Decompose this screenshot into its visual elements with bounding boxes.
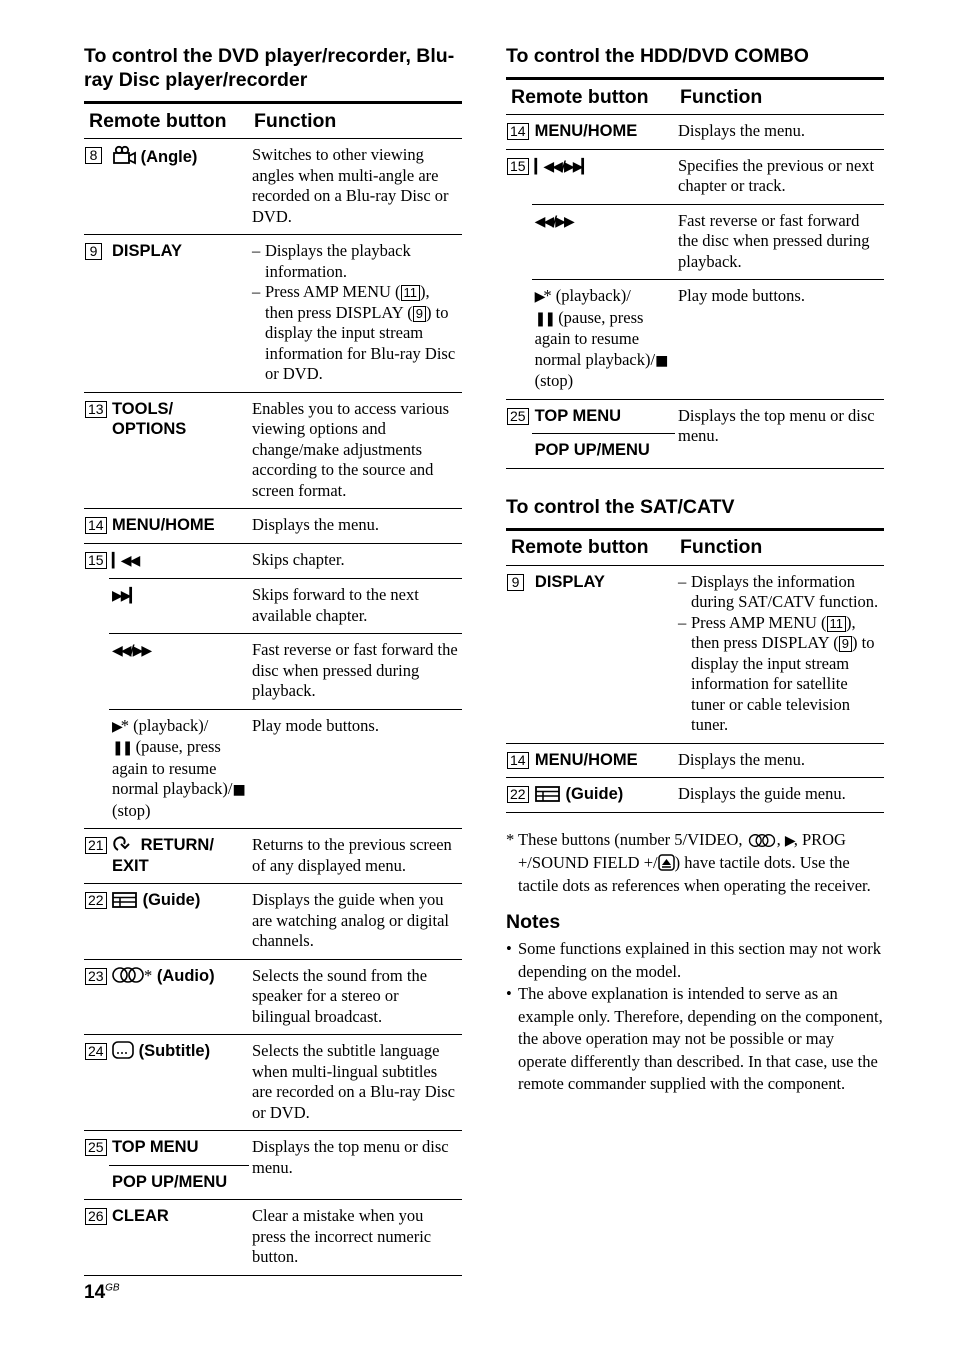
hdd-table: [506, 77, 884, 469]
table-row: [506, 115, 884, 150]
row-number: 14: [507, 123, 529, 140]
button-label: TOOLS/ OPTIONS: [109, 392, 249, 509]
hdd-section-title: To control the HDD/DVD COMBO: [506, 45, 809, 67]
table-row: [506, 565, 884, 743]
function-text: Enables you to access various viewing options and change/make adjustments according to the source and screen format.: [249, 392, 462, 509]
stop-icon: ■: [655, 352, 667, 369]
table-row: [84, 509, 462, 544]
stop-icon: ■: [232, 782, 244, 798]
row-number: 14: [507, 752, 529, 769]
pause-icon: ❚❚: [112, 740, 132, 756]
button-label: (Angle): [140, 148, 198, 166]
function-text: Clear a mistake when you press the incorrect numeric button.: [249, 1200, 462, 1276]
audio-icon: [112, 967, 144, 985]
header-remote-button: Remote button: [506, 529, 675, 565]
row-number: 9: [85, 243, 102, 260]
play-icon: ▶: [112, 718, 121, 735]
button-label: TOP MENU: [532, 399, 675, 434]
row-number: 9: [507, 574, 524, 591]
table-row: [506, 399, 884, 434]
row-number: 24: [85, 1043, 107, 1060]
function-text: Displays the menu.: [249, 509, 462, 544]
function-text: – Displays the information during SAT/CATV function. – Press AMP MENU ( 11 ), then press DISPLAY ( 9 ) to display the input stream information for satellite tuner or cable television tuner.: [675, 565, 884, 743]
row-number: 15: [507, 158, 529, 175]
function-text: Displays the guide menu.: [675, 778, 884, 813]
button-label: (Audio): [156, 966, 215, 985]
function-text: Fast reverse or fast forward the disc when pressed during playback.: [675, 204, 884, 280]
button-label: (Subtitle): [138, 1042, 211, 1060]
function-text: Selects the sound from the speaker for a stereo or bilingual broadcast.: [249, 959, 462, 1035]
row-number: 14: [85, 517, 107, 534]
header-remote-button: Remote button: [84, 103, 249, 139]
right-column: [506, 44, 884, 1096]
table-row: [506, 204, 884, 280]
footnote: * These buttons (number 5/VIDEO, , ▶, PROG +/SOUND FIELD +/ ) have tactile dots. Use the tactile dots as references when operating the receiver.: [506, 829, 871, 895]
button-label: DISPLAY: [532, 565, 675, 743]
function-text: Displays the menu.: [675, 115, 884, 150]
table-row: [84, 235, 462, 393]
sat-section-title: To control the SAT/CATV: [506, 495, 735, 518]
table-row: [84, 543, 462, 579]
table-row: [84, 392, 462, 509]
table-header: [506, 529, 884, 565]
table-row: [506, 149, 884, 204]
row-number: 25: [85, 1139, 107, 1156]
row-number: 13: [85, 401, 107, 418]
button-label: POP UP/MENU: [109, 1165, 249, 1200]
function-text: Selects the subtitle language when multi-lingual subtitles are recorded on a Blu-ray Disc or DVD.: [249, 1035, 462, 1131]
table-row: ▶* (playback)/ ❚❚ (pause, press again to resume normal playback)/■ (stop) Play mode buttons.: [84, 709, 462, 829]
button-label: RETURN/ EXIT: [112, 836, 214, 875]
prev-next-icon: ▎◀◀/▶▶▎: [534, 158, 591, 175]
header-function: Function: [675, 79, 884, 115]
notes-title: Notes: [506, 911, 561, 933]
previous-track-icon: ▎◀◀: [112, 552, 139, 569]
table-row: [84, 829, 462, 884]
table-row: [84, 634, 462, 710]
row-number: 26: [85, 1208, 107, 1225]
button-label: MENU/HOME: [109, 509, 249, 544]
page-number: $14^{GB}$: [84, 1282, 120, 1303]
function-text: Switches to other viewing angles when multi-angle are recorded on a Blu-ray Disc or DVD.: [249, 139, 462, 235]
input-icon: [658, 853, 675, 872]
row-number: 22: [85, 892, 107, 909]
table-row: [84, 579, 462, 634]
table-row: [84, 1131, 462, 1166]
button-label: (Guide): [565, 785, 624, 803]
table-row: [506, 778, 884, 813]
button-label: TOP MENU: [109, 1131, 249, 1166]
guide-icon: [535, 785, 561, 803]
play-icon: ▶: [784, 832, 794, 849]
function-text: Skips forward to the next available chapter.: [249, 579, 462, 634]
subtitle-icon: [112, 1042, 134, 1060]
audio-icon: [747, 830, 777, 849]
row-number: 25: [507, 408, 529, 425]
function-text: Skips chapter.: [249, 543, 462, 579]
header-function: Function: [675, 529, 884, 565]
angle-icon: [112, 148, 136, 166]
function-text: Play mode buttons.: [675, 280, 884, 400]
list-item: • Some functions explained in this section may not work depending on the model.: [506, 938, 884, 983]
function-text: Displays the top menu or disc menu.: [249, 1131, 462, 1200]
table-header: [84, 103, 462, 139]
left-column: [84, 44, 462, 1276]
list-item: • The above explanation is intended to serve as an example only. Therefore, depending on the component, the above operation may not be possible or may operate differently than described. In that case, use the remote commander supplied with the component.: [506, 983, 884, 1096]
play-icon: ▶: [534, 289, 544, 305]
function-text: Displays the top menu or disc menu.: [675, 399, 884, 468]
button-label: MENU/HOME: [532, 115, 675, 150]
next-track-icon: ▶▶▎: [112, 588, 139, 604]
row-number: 22: [507, 786, 529, 803]
rewind-forward-icon: ◀◀/▶▶: [112, 643, 151, 659]
table-row: [84, 1035, 462, 1131]
guide-icon: [112, 891, 138, 909]
table-row: 23 * (Audio) Selects the sound from the speaker for a stereo or bilingual broadcast.: [84, 959, 462, 1035]
pause-icon: ❚❚: [534, 310, 555, 327]
row-number: 8: [85, 147, 102, 164]
dvd-section-title: To control the DVD player/recorder, Blu-ray Disc player/recorder: [84, 45, 455, 91]
notes-list: [506, 938, 884, 1096]
function-text: Play mode buttons.: [249, 709, 462, 829]
button-label: MENU/HOME: [532, 743, 675, 778]
table-row: [84, 1200, 462, 1276]
row-number: 15: [85, 552, 107, 569]
button-label: POP UP/MENU: [532, 434, 675, 469]
function-text: Fast reverse or fast forward the disc when pressed during playback.: [249, 634, 462, 710]
return-icon: [112, 836, 136, 854]
table-row: [84, 884, 462, 960]
sat-table: [506, 528, 884, 813]
header-remote-button: Remote button: [506, 79, 675, 115]
button-label: CLEAR: [109, 1200, 249, 1276]
rewind-forward-icon: ◀◀/▶▶: [534, 213, 573, 230]
button-label: (Guide): [142, 891, 201, 909]
header-function: Function: [249, 103, 462, 139]
table-row: ▶* (playback)/ ❚❚ (pause, press again to resume normal playback)/■ (stop) Play mode buttons.: [506, 280, 884, 400]
table-header: [506, 79, 884, 115]
row-number: 23: [85, 968, 107, 985]
button-label: DISPLAY: [109, 235, 249, 393]
table-row: [84, 139, 462, 235]
function-text: Displays the menu.: [675, 743, 884, 778]
function-text: Specifies the previous or next chapter or track.: [675, 149, 884, 204]
row-number: 21: [85, 837, 107, 854]
function-text: – Displays the playback information. – Press AMP MENU ( 11 ), then press DISPLAY ( 9 ) to display the input stream information for Blu-ray Disc or DVD.: [249, 235, 462, 393]
function-text: Returns to the previous screen of any displayed menu.: [249, 829, 462, 884]
table-row: [506, 743, 884, 778]
dvd-table: [84, 101, 462, 1276]
function-text: Displays the guide when you are watching analog or digital channels.: [249, 884, 462, 960]
